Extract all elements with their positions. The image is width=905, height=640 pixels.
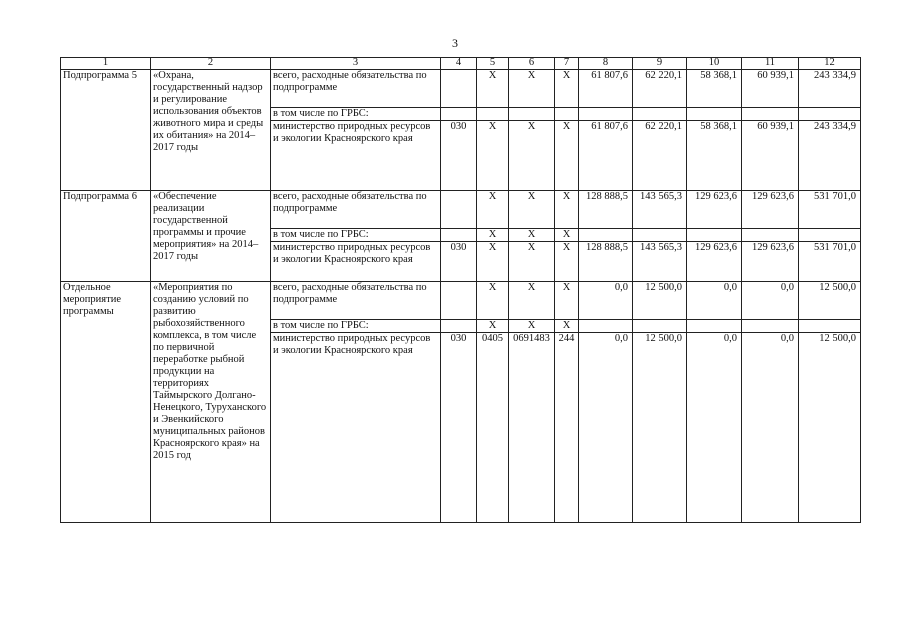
cell-value: 128 888,5	[579, 242, 633, 282]
cell-value: 129 623,6	[687, 191, 742, 229]
cell-vr: X	[555, 191, 579, 229]
header-cell: 4	[441, 58, 477, 70]
cell-total	[799, 229, 861, 242]
cell-value: 0,0	[579, 282, 633, 320]
cell-value	[633, 108, 687, 121]
cell-value: 129 623,6	[742, 242, 799, 282]
cell-grbs: 030	[441, 333, 477, 523]
cell-total: 531 701,0	[799, 191, 861, 229]
cell-csr: X	[509, 320, 555, 333]
cell-rzpr: X	[477, 191, 509, 229]
cell-value: 129 623,6	[687, 242, 742, 282]
row-label: в том числе по ГРБС:	[271, 320, 441, 333]
cell-csr: X	[509, 242, 555, 282]
cell-value	[633, 320, 687, 333]
cell-value: 60 939,1	[742, 121, 799, 191]
cell-total: 12 500,0	[799, 282, 861, 320]
cell-csr: X	[509, 229, 555, 242]
cell-value: 61 807,6	[579, 121, 633, 191]
cell-csr: X	[509, 282, 555, 320]
table-row	[61, 282, 861, 320]
cell-value	[633, 229, 687, 242]
cell-value	[579, 108, 633, 121]
cell-value	[579, 229, 633, 242]
cell-grbs	[441, 70, 477, 108]
header-cell: 11	[742, 58, 799, 70]
header-cell: 10	[687, 58, 742, 70]
header-cell: 1	[61, 58, 151, 70]
program-name: Отдельное мероприятие программы	[61, 282, 151, 523]
header-cell: 7	[555, 58, 579, 70]
row-label: в том числе по ГРБС:	[271, 108, 441, 121]
header-cell: 6	[509, 58, 555, 70]
cell-value: 58 368,1	[687, 121, 742, 191]
header-cell: 5	[477, 58, 509, 70]
cell-value	[687, 320, 742, 333]
cell-rzpr: X	[477, 70, 509, 108]
cell-grbs	[441, 282, 477, 320]
cell-value: 143 565,3	[633, 242, 687, 282]
cell-total: 531 701,0	[799, 242, 861, 282]
cell-value: 0,0	[742, 333, 799, 523]
cell-value: 58 368,1	[687, 70, 742, 108]
row-label: в том числе по ГРБС:	[271, 229, 441, 242]
table-row	[61, 191, 861, 229]
cell-grbs	[441, 191, 477, 229]
cell-rzpr: 0405	[477, 333, 509, 523]
cell-value: 12 500,0	[633, 333, 687, 523]
row-label: министерство природных ресурсов и экологии Красноярского края	[271, 121, 441, 191]
cell-vr: X	[555, 229, 579, 242]
row-label: всего, расходные обязательства по подпрограмме	[271, 191, 441, 229]
cell-csr: X	[509, 121, 555, 191]
cell-vr: 244	[555, 333, 579, 523]
row-label: министерство природных ресурсов и экологии Красноярского края	[271, 333, 441, 523]
program-title: «Мероприятия по созданию условий по развитию рыбохозяйственного комплекса, в том числе по первичной переработке рыбной продукции на территориях Таймырского Долгано-Ненецкого, Туруханского и Эвенкийского муниципальных районов Красноярского края» на 2015 год	[151, 282, 271, 523]
cell-value: 143 565,3	[633, 191, 687, 229]
cell-value	[742, 229, 799, 242]
cell-rzpr	[477, 108, 509, 121]
cell-total: 243 334,9	[799, 70, 861, 108]
cell-value: 0,0	[687, 333, 742, 523]
budget-table	[60, 57, 861, 523]
cell-csr	[509, 108, 555, 121]
header-cell: 3	[271, 58, 441, 70]
cell-rzpr: X	[477, 320, 509, 333]
cell-value: 12 500,0	[633, 282, 687, 320]
cell-csr: X	[509, 70, 555, 108]
header-cell: 8	[579, 58, 633, 70]
cell-rzpr: X	[477, 229, 509, 242]
table-row	[61, 70, 861, 108]
cell-vr: X	[555, 320, 579, 333]
cell-total	[799, 320, 861, 333]
cell-vr: X	[555, 242, 579, 282]
cell-vr: X	[555, 70, 579, 108]
cell-grbs	[441, 320, 477, 333]
cell-grbs	[441, 229, 477, 242]
cell-value: 129 623,6	[742, 191, 799, 229]
cell-value	[687, 229, 742, 242]
row-label: всего, расходные обязательства по подпрограмме	[271, 70, 441, 108]
program-name: Подпрограмма 6	[61, 191, 151, 282]
cell-value	[742, 108, 799, 121]
cell-value: 60 939,1	[742, 70, 799, 108]
cell-value: 128 888,5	[579, 191, 633, 229]
cell-rzpr: X	[477, 282, 509, 320]
cell-vr: X	[555, 282, 579, 320]
cell-grbs: 030	[441, 121, 477, 191]
cell-total: 12 500,0	[799, 333, 861, 523]
program-title: «Обеспечение реализации государственной программы и прочие мероприятия» на 2014–2017 годы	[151, 191, 271, 282]
program-name: Подпрограмма 5	[61, 70, 151, 191]
header-cell: 2	[151, 58, 271, 70]
cell-value: 62 220,1	[633, 70, 687, 108]
cell-value: 62 220,1	[633, 121, 687, 191]
cell-grbs	[441, 108, 477, 121]
cell-grbs: 030	[441, 242, 477, 282]
cell-rzpr: X	[477, 242, 509, 282]
cell-value	[579, 320, 633, 333]
row-label: всего, расходные обязательства по подпрограмме	[271, 282, 441, 320]
header-row	[61, 58, 861, 70]
header-cell: 12	[799, 58, 861, 70]
cell-vr	[555, 108, 579, 121]
cell-value	[742, 320, 799, 333]
program-title: «Охрана, государственный надзор и регулирование использования объектов животного мира и среды их обитания» на 2014–2017 годы	[151, 70, 271, 191]
cell-csr: X	[509, 191, 555, 229]
cell-total: 243 334,9	[799, 121, 861, 191]
cell-value: 0,0	[742, 282, 799, 320]
cell-value: 0,0	[687, 282, 742, 320]
row-label: министерство природных ресурсов и экологии Красноярского края	[271, 242, 441, 282]
page-number: 3	[452, 36, 458, 50]
cell-csr: 0691483	[509, 333, 555, 523]
cell-value: 61 807,6	[579, 70, 633, 108]
header-cell: 9	[633, 58, 687, 70]
cell-value: 0,0	[579, 333, 633, 523]
cell-total	[799, 108, 861, 121]
cell-vr: X	[555, 121, 579, 191]
cell-value	[687, 108, 742, 121]
cell-rzpr: X	[477, 121, 509, 191]
